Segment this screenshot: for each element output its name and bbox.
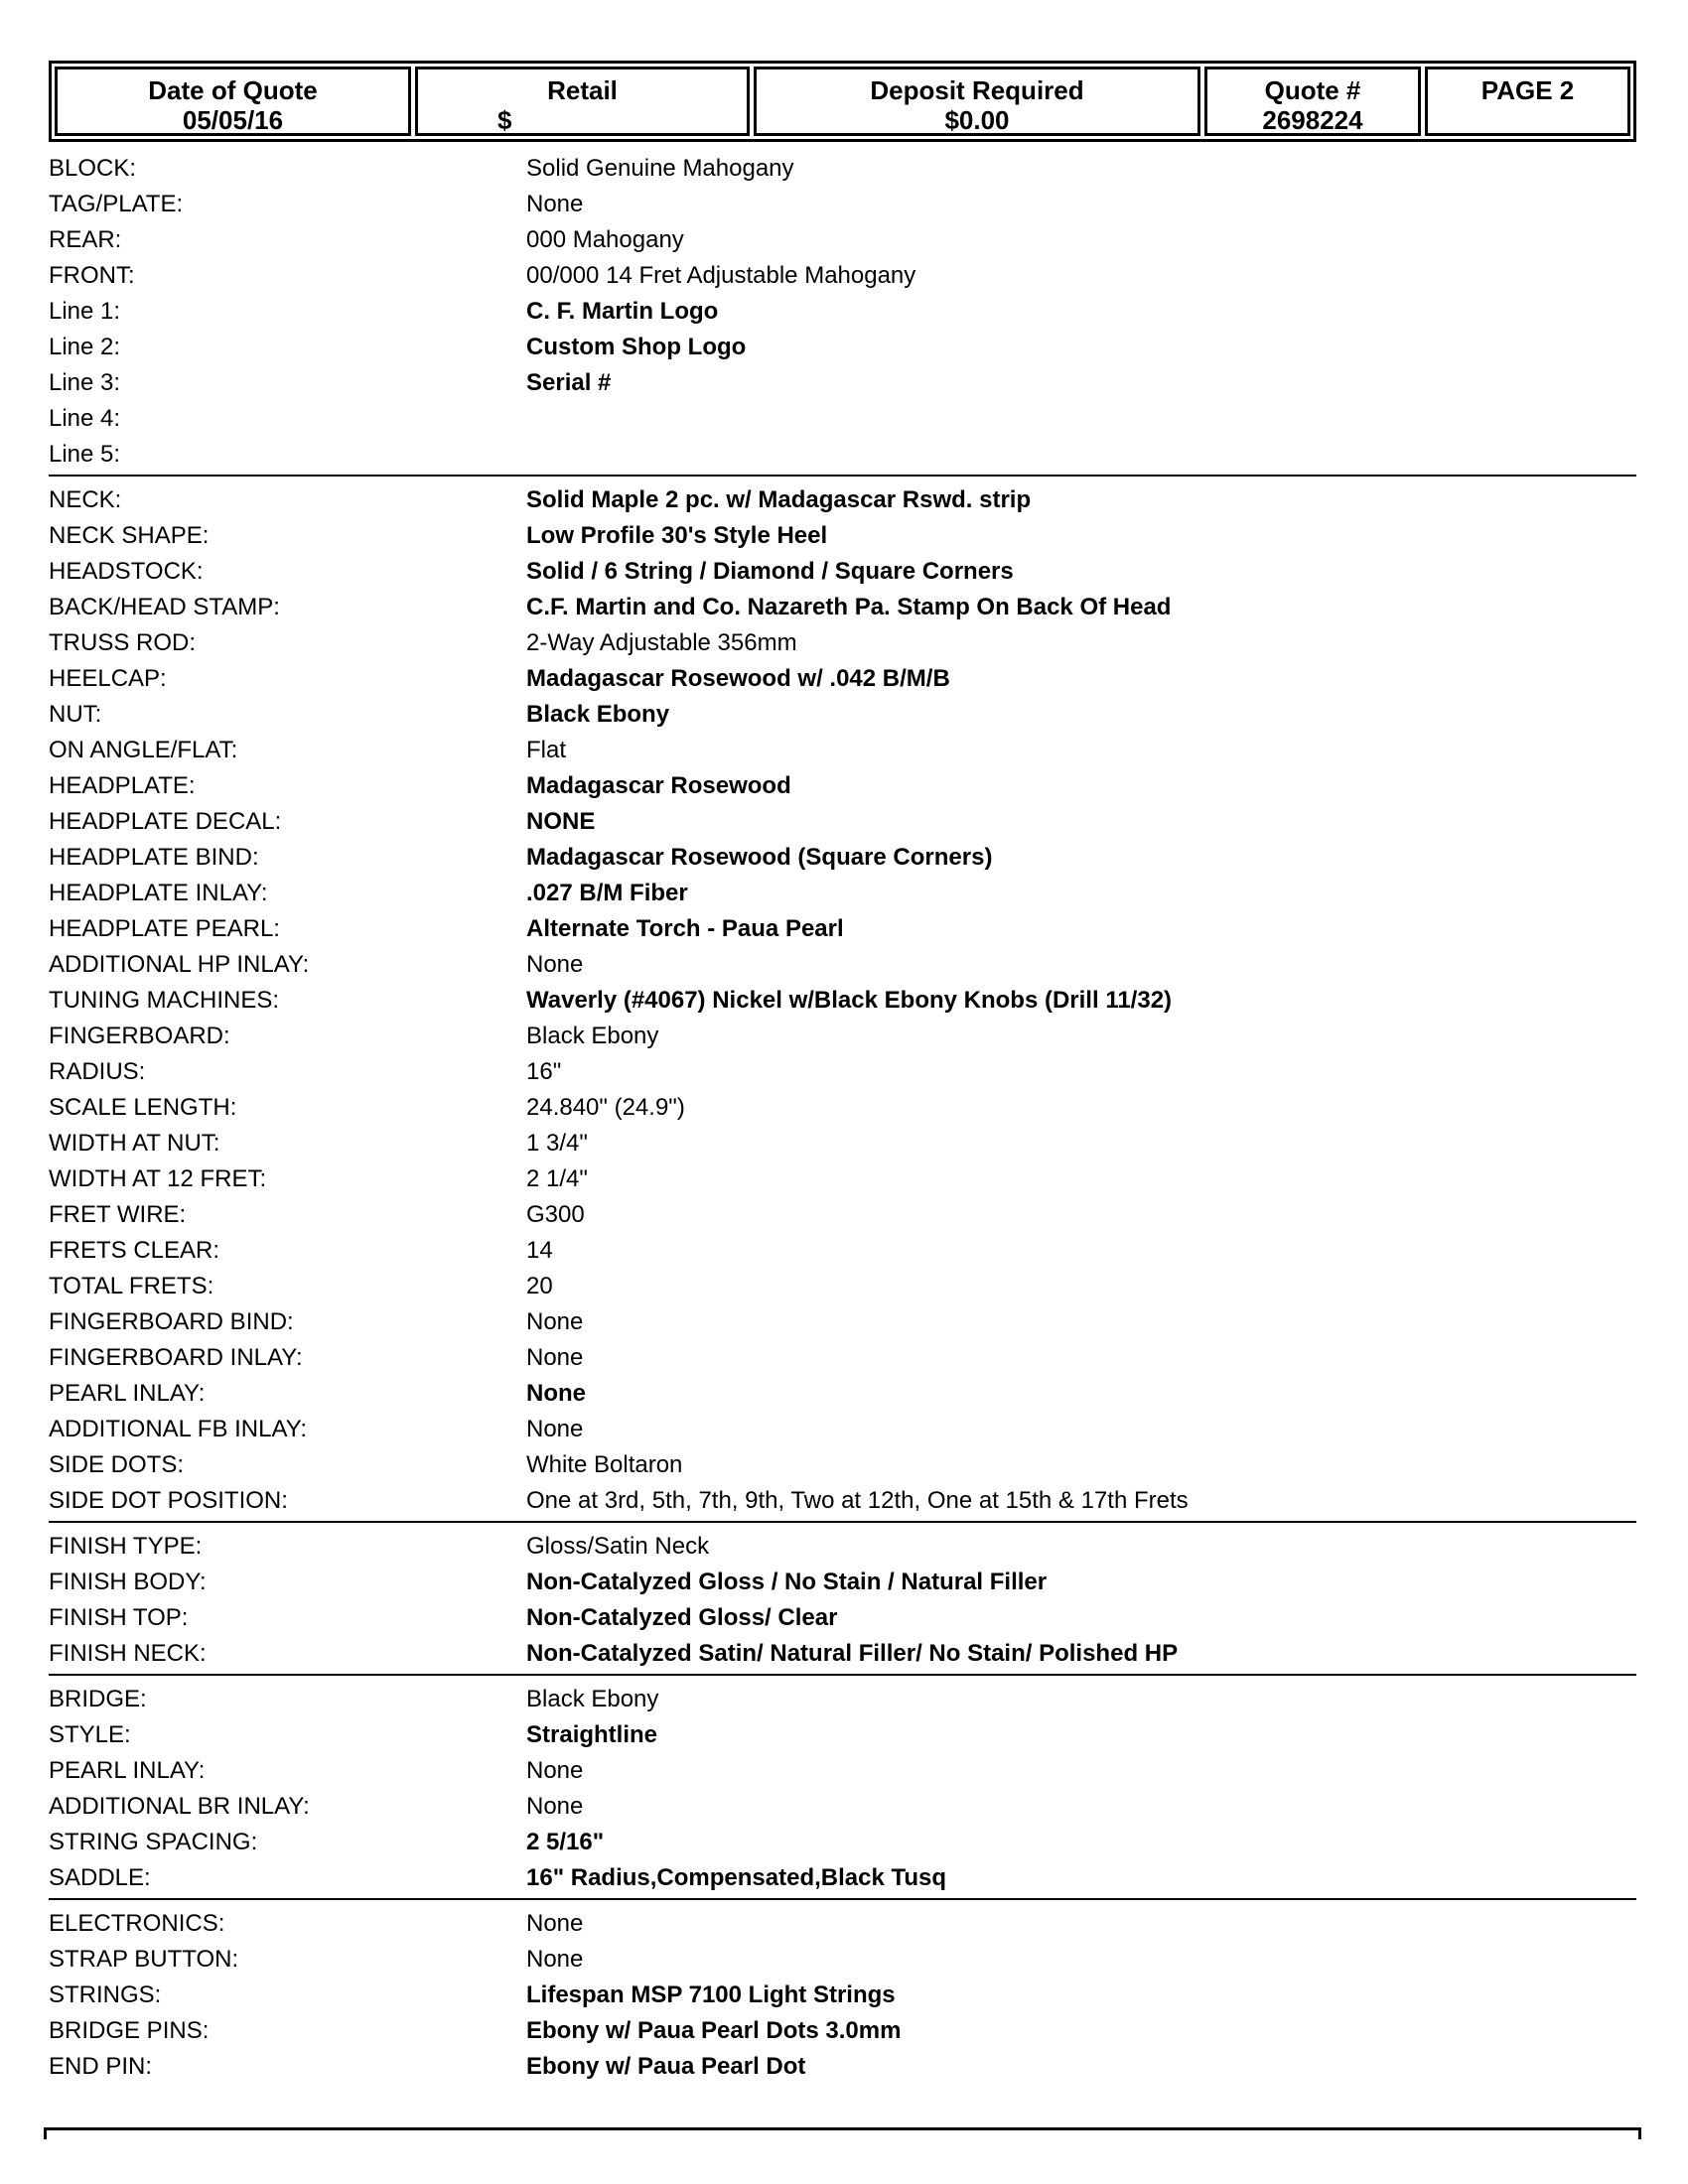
spec-value: Madagascar Rosewood w/ .042 B/M/B (526, 665, 950, 692)
spec-label: FINISH TOP: (49, 1604, 189, 1631)
spec-value: 16" Radius,Compensated,Black Tusq (526, 1864, 947, 1891)
date-of-quote-cell (55, 67, 411, 136)
spec-row (49, 1978, 1636, 2013)
spec-value: Ebony w/ Paua Pearl Dots 3.0mm (526, 2017, 902, 2044)
spec-label: SIDE DOTS: (49, 1451, 185, 1478)
spec-label: SIDE DOT POSITION: (49, 1487, 288, 1514)
spec-label: Line 5: (49, 441, 121, 468)
spec-row (49, 1942, 1636, 1978)
spec-row (49, 1753, 1636, 1789)
spec-label: BRIDGE: (49, 1686, 147, 1712)
spec-label: ADDITIONAL FB INLAY: (49, 1416, 308, 1442)
spec-section (49, 151, 1636, 477)
spec-value: Waverly (#4067) Nickel w/Black Ebony Knobs (Drill 11/32) (526, 987, 1173, 1014)
spec-label: Line 4: (49, 405, 121, 432)
spec-value: None (526, 191, 584, 217)
spec-label: STRAP BUTTON: (49, 1946, 239, 1973)
spec-label: FINISH BODY: (49, 1569, 207, 1595)
spec-row (49, 590, 1636, 625)
spec-row (49, 911, 1636, 947)
spec-label: BRIDGE PINS: (49, 2017, 210, 2044)
deposit-required-label: Deposit Required (870, 75, 1084, 105)
spec-label: FRETS CLEAR: (49, 1237, 220, 1264)
spec-row (49, 1717, 1636, 1753)
spec-value: None (526, 1793, 584, 1820)
spec-value: 1 3/4" (526, 1130, 588, 1157)
spec-value: Serial # (526, 369, 612, 396)
date-of-quote-value: 05/05/16 (182, 105, 284, 135)
spec-row (49, 804, 1636, 840)
spec-row (49, 222, 1636, 258)
spec-value: 14 (526, 1237, 553, 1264)
date-of-quote-label: Date of Quote (148, 75, 318, 105)
spec-row (49, 876, 1636, 911)
spec-row (49, 1565, 1636, 1600)
spec-row (49, 1825, 1636, 1860)
spec-row (49, 1376, 1636, 1412)
spec-row (49, 518, 1636, 554)
spec-row (49, 2013, 1636, 2049)
spec-row (49, 1197, 1636, 1233)
spec-label: FRET WIRE: (49, 1201, 187, 1228)
spec-row (49, 1600, 1636, 1636)
spec-row (49, 1304, 1636, 1340)
spec-row (49, 1860, 1636, 1896)
spec-value: NONE (526, 808, 596, 835)
spec-row (49, 1682, 1636, 1717)
spec-label: HEADPLATE BIND: (49, 844, 259, 871)
spec-value: 24.840" (24.9") (526, 1094, 685, 1121)
spec-value: Black Ebony (526, 701, 670, 728)
spec-row (49, 1340, 1636, 1376)
spec-label: BLOCK: (49, 155, 137, 182)
spec-label: TUNING MACHINES: (49, 987, 280, 1014)
spec-label: ELECTRONICS: (49, 1910, 225, 1937)
spec-label: NECK SHAPE: (49, 522, 210, 549)
spec-row (49, 187, 1636, 222)
spec-row (49, 1269, 1636, 1304)
spec-row (49, 1906, 1636, 1942)
spec-value: None (526, 1416, 584, 1442)
spec-label: FINGERBOARD INLAY: (49, 1344, 303, 1371)
spec-row (49, 947, 1636, 983)
retail-label: Retail (547, 75, 618, 105)
spec-row (49, 1054, 1636, 1090)
spec-row (49, 1412, 1636, 1447)
spec-row (49, 401, 1636, 437)
spec-row (49, 2049, 1636, 2085)
quote-header (49, 61, 1636, 142)
spec-label: REAR: (49, 226, 122, 253)
spec-label: END PIN: (49, 2053, 153, 2080)
spec-row (49, 294, 1636, 330)
spec-row (49, 733, 1636, 768)
spec-row (49, 151, 1636, 187)
spec-value: Alternate Torch - Paua Pearl (526, 915, 844, 942)
spec-row (49, 1636, 1636, 1672)
spec-label: SCALE LENGTH: (49, 1094, 237, 1121)
spec-value: Ebony w/ Paua Pearl Dot (526, 2053, 806, 2080)
spec-label: HEADPLATE: (49, 772, 196, 799)
retail-value: $ (497, 105, 512, 135)
spec-label: PEARL INLAY: (49, 1757, 206, 1784)
spec-row (49, 1090, 1636, 1126)
spec-label: FINGERBOARD: (49, 1023, 230, 1049)
page-number-cell (1425, 67, 1630, 136)
spec-label: STRING SPACING: (49, 1829, 258, 1855)
spec-value: Non-Catalyzed Gloss / No Stain / Natural Filler (526, 1569, 1048, 1595)
quote-number-label: Quote # (1264, 75, 1361, 105)
spec-label: BACK/HEAD STAMP: (49, 594, 280, 620)
spec-value: Gloss/Satin Neck (526, 1533, 710, 1560)
spec-row (49, 1789, 1636, 1825)
spec-value: Non-Catalyzed Gloss/ Clear (526, 1604, 838, 1631)
spec-label: FINISH NECK: (49, 1640, 207, 1667)
spec-label: STYLE: (49, 1721, 131, 1748)
spec-label: TRUSS ROD: (49, 629, 197, 656)
spec-value: G300 (526, 1201, 585, 1228)
spec-label: Line 3: (49, 369, 121, 396)
spec-label: ADDITIONAL HP INLAY: (49, 951, 310, 978)
spec-row (49, 1161, 1636, 1197)
spec-value: Lifespan MSP 7100 Light Strings (526, 1981, 896, 2008)
spec-row (49, 1529, 1636, 1565)
spec-value: Black Ebony (526, 1686, 659, 1712)
spec-value: 16" (526, 1058, 562, 1085)
spec-value: Low Profile 30's Style Heel (526, 522, 828, 549)
spec-row (49, 554, 1636, 590)
spec-label: SADDLE: (49, 1864, 151, 1891)
spec-row (49, 1233, 1636, 1269)
spec-value: None (526, 1757, 584, 1784)
spec-row (49, 1019, 1636, 1054)
quote-number-cell (1204, 67, 1421, 136)
spec-value: 2-Way Adjustable 356mm (526, 629, 797, 656)
spec-row (49, 365, 1636, 401)
spec-row (49, 697, 1636, 733)
spec-section (49, 482, 1636, 1523)
spec-row (49, 840, 1636, 876)
spec-value: .027 B/M Fiber (526, 880, 688, 906)
spec-label: WIDTH AT NUT: (49, 1130, 220, 1157)
spec-row (49, 482, 1636, 518)
spec-list (49, 151, 1636, 2093)
spec-value: 00/000 14 Fret Adjustable Mahogany (526, 262, 916, 289)
spec-value: 2 5/16" (526, 1829, 605, 1855)
spec-label: FRONT: (49, 262, 135, 289)
page-number-label: PAGE 2 (1480, 75, 1575, 105)
deposit-required-cell (754, 67, 1200, 136)
retail-cell (415, 67, 750, 136)
spec-section (49, 1906, 1636, 2087)
spec-row (49, 1483, 1636, 1519)
spec-label: TOTAL FRETS: (49, 1273, 214, 1299)
spec-value: None (526, 951, 584, 978)
spec-value: One at 3rd, 5th, 7th, 9th, Two at 12th, One at 15th & 17th Frets (526, 1487, 1189, 1514)
spec-label: FINISH TYPE: (49, 1533, 203, 1560)
spec-label: TAG/PLATE: (49, 191, 184, 217)
spec-value: C.F. Martin and Co. Nazareth Pa. Stamp On Back Of Head (526, 594, 1172, 620)
spec-label: NUT: (49, 701, 102, 728)
spec-value: Flat (526, 737, 567, 763)
spec-value: 000 Mahogany (526, 226, 684, 253)
spec-label: HEADPLATE DECAL: (49, 808, 282, 835)
spec-value: None (526, 1946, 584, 1973)
spec-value: None (526, 1910, 584, 1937)
spec-row (49, 661, 1636, 697)
spec-value: None (526, 1308, 584, 1335)
spec-label: STRINGS: (49, 1981, 162, 2008)
spec-label: NECK: (49, 486, 122, 513)
spec-value: Madagascar Rosewood (526, 772, 791, 799)
spec-label: ON ANGLE/FLAT: (49, 737, 238, 763)
spec-value: Solid / 6 String / Diamond / Square Corners (526, 558, 1014, 585)
deposit-required-value: $0.00 (944, 105, 1010, 135)
spec-value: 2 1/4" (526, 1165, 588, 1192)
spec-row (49, 983, 1636, 1019)
spec-label: HEADPLATE INLAY: (49, 880, 268, 906)
spec-label: PEARL INLAY: (49, 1380, 206, 1407)
spec-value: None (526, 1344, 584, 1371)
spec-label: WIDTH AT 12 FRET: (49, 1165, 267, 1192)
spec-section (49, 1682, 1636, 1900)
spec-value: White Boltaron (526, 1451, 683, 1478)
spec-value: None (526, 1380, 586, 1407)
spec-value: Solid Genuine Mahogany (526, 155, 794, 182)
spec-row (49, 1126, 1636, 1161)
spec-row (49, 437, 1636, 473)
spec-value: Madagascar Rosewood (Square Corners) (526, 844, 993, 871)
spec-label: HEELCAP: (49, 665, 167, 692)
spec-label: FINGERBOARD BIND: (49, 1308, 294, 1335)
spec-label: Line 2: (49, 334, 121, 360)
spec-label: ADDITIONAL BR INLAY: (49, 1793, 310, 1820)
spec-row (49, 768, 1636, 804)
spec-section (49, 1529, 1636, 1676)
spec-label: Line 1: (49, 298, 121, 325)
spec-row (49, 1447, 1636, 1483)
quote-number-value: 2698224 (1262, 105, 1363, 135)
spec-value: 20 (526, 1273, 553, 1299)
spec-value: C. F. Martin Logo (526, 298, 719, 325)
spec-row (49, 330, 1636, 365)
spec-label: HEADPLATE PEARL: (49, 915, 280, 942)
spec-value: Custom Shop Logo (526, 334, 747, 360)
spec-label: HEADSTOCK: (49, 558, 204, 585)
spec-value: Straightline (526, 1721, 658, 1748)
footer-divider (44, 2127, 1641, 2130)
spec-label: RADIUS: (49, 1058, 146, 1085)
spec-value: Black Ebony (526, 1023, 659, 1049)
spec-value: Solid Maple 2 pc. w/ Madagascar Rswd. strip (526, 486, 1032, 513)
spec-row (49, 625, 1636, 661)
spec-value: Non-Catalyzed Satin/ Natural Filler/ No Stain/ Polished HP (526, 1640, 1179, 1667)
spec-row (49, 258, 1636, 294)
